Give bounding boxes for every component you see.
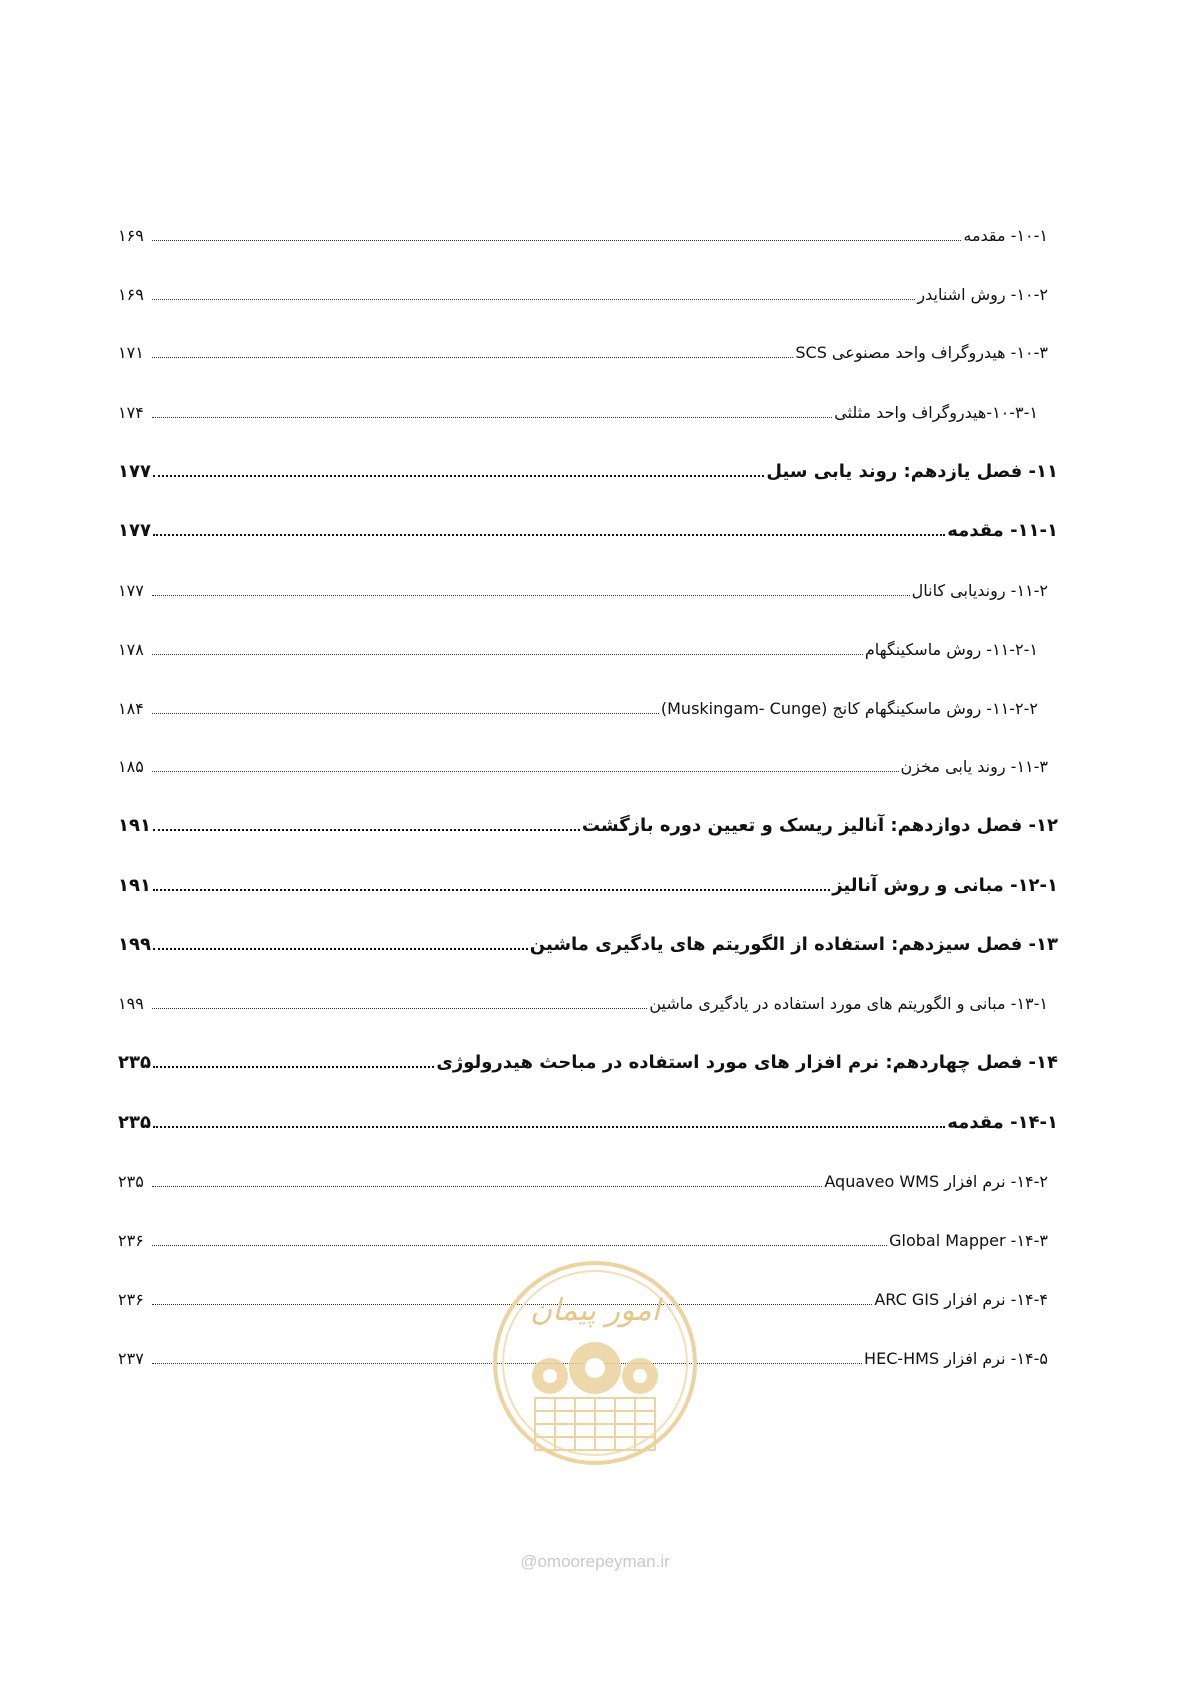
toc-entry-page: ۱۷۷: [118, 581, 144, 600]
toc-entry-page: ۲۳۵: [118, 1172, 144, 1191]
toc-entry[interactable]: [118, 1212, 1058, 1252]
dot-leader: [152, 1007, 647, 1009]
toc-entry-title: ۱۱-۲- روندیابی کانال: [911, 581, 1048, 600]
toc-entry[interactable]: [118, 797, 1058, 837]
toc-entry-page: ۱۷۱: [118, 343, 144, 362]
toc-entry-title: ۱۴-۴- نرم افزار ARC GIS: [874, 1290, 1048, 1309]
toc-entry-title: ۱۳- فصل سیزدهم: استفاده از الگوریتم های یادگیری ماشین: [529, 934, 1058, 955]
dot-leader: [152, 1185, 822, 1187]
dot-leader: [153, 533, 945, 536]
toc-entry[interactable]: [118, 324, 1058, 364]
dot-leader: [153, 1065, 434, 1068]
toc-entry-title: ۱۴-۲- نرم افزار Aquaveo WMS: [824, 1172, 1048, 1191]
toc-entry-page: ۱۸۵: [118, 757, 144, 776]
toc-entry[interactable]: [118, 975, 1058, 1015]
dot-leader: [153, 947, 528, 950]
toc-entry-title: ۱۱-۱- مقدمه: [947, 520, 1058, 541]
toc-entry-title: ۱۱-۳- روند یابی مخزن: [900, 757, 1048, 776]
toc-entry[interactable]: [118, 562, 1058, 602]
toc-entry-page: ۱۶۹: [118, 285, 144, 304]
dot-leader: [152, 594, 910, 596]
toc-entry-title: ۱۴-۵- نرم افزار HEC-HMS: [864, 1349, 1048, 1368]
toc-entry-page: ۲۳۶: [118, 1231, 144, 1250]
watermark-seal: [490, 1258, 700, 1468]
toc-entry-title: ۱۴- فصل چهاردهم: نرم افزار های مورد استفاده در مباحث هیدرولوژی: [436, 1052, 1058, 1073]
toc-entry-page: ۱۷۷: [118, 461, 151, 482]
dot-leader: [152, 298, 915, 300]
dot-leader: [153, 474, 764, 477]
toc-entry[interactable]: [118, 1094, 1058, 1134]
toc-entry-title: ۱۴-۱- مقدمه: [947, 1112, 1058, 1133]
toc-entry-page: ۱۹۹: [118, 934, 151, 955]
toc-entry-page: ۱۹۱: [118, 875, 151, 896]
toc-entry[interactable]: [118, 621, 1058, 661]
toc-entry[interactable]: [118, 443, 1058, 483]
dot-leader: [153, 1125, 945, 1128]
dot-leader: [152, 1244, 887, 1246]
toc-entry-title: ۱۱-۲-۱- روش ماسکینگهام: [864, 640, 1038, 659]
toc-entry-page: ۱۷۷: [118, 520, 151, 541]
toc-entry[interactable]: [118, 916, 1058, 956]
toc-entry-title: ۱۰-۲- روش اشنایدر: [917, 285, 1048, 304]
dot-leader: [153, 828, 580, 831]
toc-entry-page: ۱۷۴: [118, 403, 144, 422]
dot-leader: [152, 653, 863, 655]
dot-leader: [152, 239, 961, 241]
toc-entry-page: ۲۳۵: [118, 1112, 151, 1133]
toc-entry-title: ۱۱- فصل یازدهم: روند یابی سیل: [766, 461, 1058, 482]
toc-entry-page: ۱۷۸: [118, 640, 144, 659]
toc-entry-page: ۲۳۵: [118, 1052, 151, 1073]
toc-entry[interactable]: [118, 207, 1058, 247]
dot-leader: [153, 888, 830, 891]
toc-entry-title: ۱۰-۱- مقدمه: [963, 226, 1048, 245]
toc-entry[interactable]: [118, 502, 1058, 542]
toc-entry-title: ۱۲-۱- مبانی و روش آنالیز: [832, 875, 1058, 896]
toc-entry-page: ۱۶۹: [118, 226, 144, 245]
toc-entry[interactable]: [118, 680, 1058, 720]
toc-entry[interactable]: [118, 266, 1058, 306]
watermark-caption: @omoorepeyman.ir: [520, 1552, 670, 1571]
toc-entry[interactable]: [118, 1034, 1058, 1074]
dot-leader: [152, 712, 659, 714]
toc-entry-page: ۱۹۱: [118, 815, 151, 836]
toc-entry[interactable]: [118, 384, 1058, 424]
toc-entry[interactable]: [118, 738, 1058, 778]
toc-entry-title: ۱۲- فصل دوازدهم: آنالیز ریسک و تعیین دوره بازگشت: [581, 815, 1058, 836]
toc-entry-page: ۱۸۴: [118, 699, 144, 718]
dot-leader: [152, 356, 793, 358]
toc-entry-title: ۱۳-۱- مبانی و الگوریتم های مورد استفاده در یادگیری ماشین: [649, 994, 1048, 1013]
toc-entry-page: ۲۳۷: [118, 1349, 144, 1368]
toc-entry-title: ۱۰-۳- هیدروگراف واحد مصنوعی SCS: [795, 343, 1048, 362]
toc-entry-title: ۱۴-۳- Global Mapper: [889, 1231, 1048, 1250]
toc-entry[interactable]: [118, 857, 1058, 897]
toc-entry[interactable]: [118, 1153, 1058, 1193]
dot-leader: [152, 770, 899, 772]
dot-leader: [152, 416, 832, 418]
toc-entry-title: ۱۰-۳-۱-هیدروگراف واحد مثلثی: [834, 403, 1038, 422]
toc-entry-page: ۲۳۶: [118, 1290, 144, 1309]
toc-entry-title: ۱۱-۲-۲- روش ماسکینگهام کانج (Muskingam- Cunge): [660, 699, 1038, 718]
svg-text:امور پیمان: امور پیمان: [530, 1293, 660, 1328]
toc-entry-page: ۱۹۹: [118, 994, 144, 1013]
